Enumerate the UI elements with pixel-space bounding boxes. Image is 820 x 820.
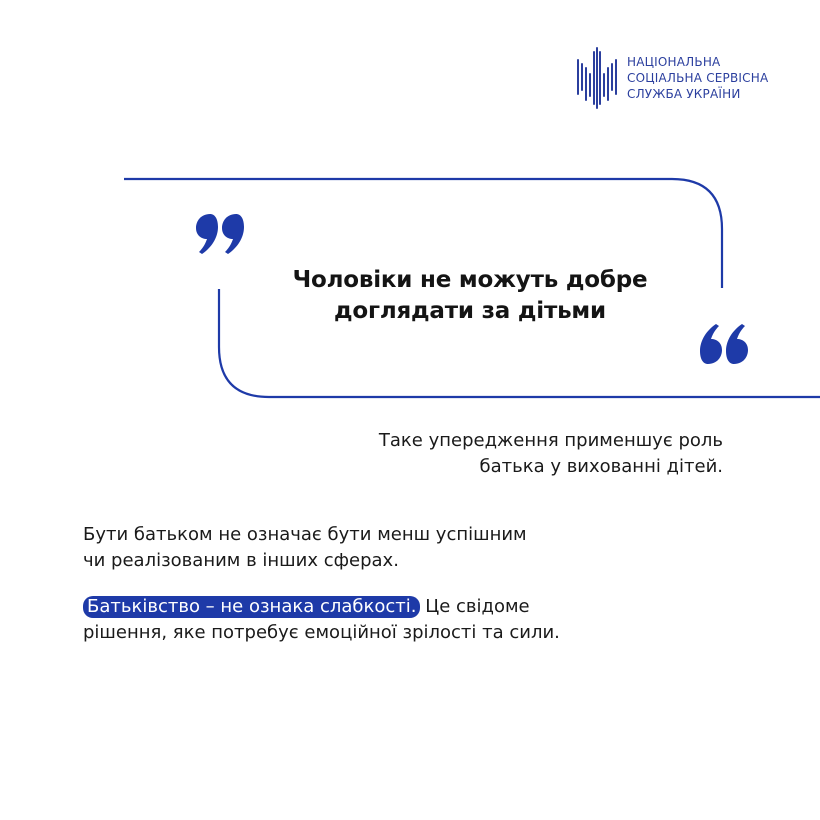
- paragraph-1-line-1: Бути батьком не означає бути менш успішним: [83, 524, 527, 545]
- trident-logo-icon: [575, 46, 619, 110]
- logo-line-3: СЛУЖБА УКРАЇНИ: [627, 87, 741, 101]
- logo-line-1: НАЦІОНАЛЬНА: [627, 55, 721, 69]
- subtitle: [283, 428, 723, 480]
- paragraph-2: [83, 594, 703, 646]
- headline-line-2: доглядати за дітьми: [334, 298, 606, 324]
- subtitle-line-2: батька у вихованні дітей.: [479, 456, 723, 477]
- close-quote-icon: [696, 322, 748, 366]
- nssu-logo: [575, 46, 768, 110]
- subtitle-line-1: Таке упередження применшує роль: [378, 430, 723, 451]
- paragraph-2-line-1-rest: Це свідоме: [419, 596, 530, 617]
- headline-line-1: Чоловіки не можуть добре: [292, 267, 648, 293]
- logo-text: [627, 54, 768, 102]
- logo-line-2: СОЦІАЛЬНА СЕРВІСНА: [627, 71, 769, 85]
- quote-headline: [240, 265, 700, 327]
- paragraph-2-line-2: рішення, яке потребує емоційної зрілості та сили.: [83, 622, 560, 643]
- paragraph-1-line-2: чи реалізованим в інших сферах.: [83, 550, 399, 571]
- paragraph-2-line-1: [83, 594, 703, 620]
- highlighted-phrase: Батьківство – не ознака слабкості.: [83, 596, 420, 618]
- open-quote-icon: [196, 212, 248, 256]
- paragraph-1: [83, 522, 703, 574]
